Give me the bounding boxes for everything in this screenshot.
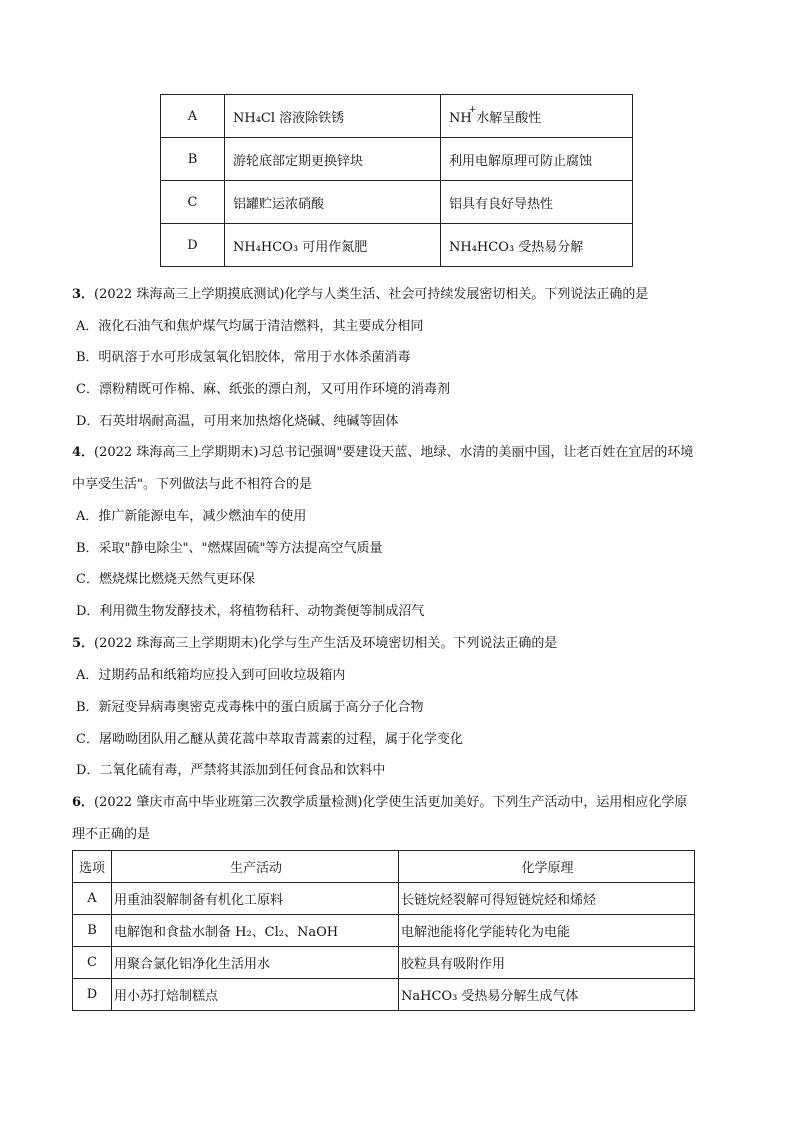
option-label: A (161, 95, 225, 138)
question-4-option-c: C．燃烧煤比燃烧天然气更环保 (76, 572, 255, 587)
question-5-stem (72, 634, 557, 654)
table-row (161, 181, 633, 224)
question-4-stem (72, 443, 693, 463)
principle-cell: 铝具有良好导热性 (441, 181, 633, 224)
question-number: 6． (72, 795, 95, 810)
activity-cell: NH₄HCO₃ 可用作氮肥 (225, 224, 441, 267)
question-4-option-a: A．推广新能源电车，减少燃油车的使用 (76, 509, 307, 524)
question-5-option-a: A．过期药品和纸箱均应投入到可回收垃圾箱内 (76, 668, 346, 683)
table-header-row (73, 851, 695, 883)
principle-cell: 胶粒具有吸附作用 (399, 947, 695, 979)
table-row (73, 915, 695, 947)
question-text: (2022 珠海高三上学期摸底测试)化学与人类生活、社会可持续发展密切相关。下列说法正确的是 (94, 287, 649, 302)
answer-table-top (160, 94, 633, 267)
option-label: B (161, 138, 225, 181)
answer-table-bottom (72, 850, 695, 1011)
principle-cell (441, 95, 633, 138)
principle-text: 水解呈酸性 (476, 110, 542, 126)
activity-cell: 用聚合氯化铝净化生活用水 (112, 947, 399, 979)
question-3-option-d: D．石英坩埚耐高温，可用来加热熔化烧碱、纯碱等固体 (76, 414, 399, 429)
principle-cell: NaHCO₃ 受热易分解生成气体 (399, 979, 695, 1011)
principle-cell: NH₄HCO₃ 受热易分解 (441, 224, 633, 267)
option-label: D (73, 979, 112, 1011)
option-label: C (73, 947, 112, 979)
table-row (161, 138, 633, 181)
option-label: C (161, 181, 225, 224)
question-number: 5． (72, 636, 95, 651)
table-row (161, 95, 633, 138)
question-number: 4． (72, 445, 95, 460)
table-row (73, 947, 695, 979)
table-row (73, 883, 695, 915)
question-6-stem (72, 793, 687, 813)
question-4-option-b: B．采取"静电除尘"、"燃煤固硫"等方法提高空气质量 (76, 541, 383, 556)
option-label: B (73, 915, 112, 947)
question-3-option-b: B．明矾溶于水可形成氢氧化铝胶体，常用于水体杀菌消毒 (76, 350, 411, 365)
question-text: (2022 肇庆市高中毕业班第三次教学质量检测)化学使生活更加美好。下列生产活动中，运用相应化学原 (94, 795, 688, 810)
option-label: A (73, 883, 112, 915)
question-5-option-c: C．屠呦呦团队用乙醚从黄花蒿中萃取青蒿素的过程，属于化学变化 (76, 732, 463, 747)
header-principle: 化学原理 (399, 851, 695, 883)
activity-cell: 铝罐贮运浓硝酸 (225, 181, 441, 224)
question-3-option-c: C．漂粉精既可作棉、麻、纸张的漂白剂，又可用作环境的消毒剂 (76, 382, 450, 397)
principle-cell: 电解池能将化学能转化为电能 (399, 915, 695, 947)
question-3-option-a: A．液化石油气和焦炉煤气均属于清洁燃料，其主要成分相同 (76, 319, 424, 334)
header-option: 选项 (73, 851, 112, 883)
option-label: D (161, 224, 225, 267)
activity-cell: 用小苏打焙制糕点 (112, 979, 399, 1011)
principle-cell: 利用电解原理可防止腐蚀 (441, 138, 633, 181)
question-text: (2022 珠海高三上学期期末)习总书记强调"要建设天蓝、地绿、水清的美丽中国，让老百姓在宜居的环境 (94, 445, 694, 460)
table-row (161, 224, 633, 267)
activity-cell: 电解饱和食盐水制备 H₂、Cl₂、NaOH (112, 915, 399, 947)
question-5-option-b: B．新冠变异病毒奥密克戎毒株中的蛋白质属于高分子化合物 (76, 700, 424, 715)
table-row (73, 979, 695, 1011)
principle-ion-charge: + (468, 104, 477, 115)
principle-ion: NH (449, 110, 472, 126)
question-4-option-d: D．利用微生物发酵技术，将植物秸秆、动物粪便等制成沼气 (76, 604, 425, 619)
principle-cell: 长链烷烃裂解可得短链烷烃和烯烃 (399, 883, 695, 915)
question-4-stem-line2: 中享受生活"。下列做法与此不相符合的是 (72, 477, 312, 492)
question-5-option-d: D．二氧化硫有毒，严禁将其添加到任何食品和饮料中 (76, 763, 386, 778)
question-number: 3． (72, 287, 95, 302)
activity-cell: 用重油裂解制备有机化工原料 (112, 883, 399, 915)
header-activity: 生产活动 (112, 851, 399, 883)
activity-cell: 游轮底部定期更换锌块 (225, 138, 441, 181)
question-6-stem-line2: 理不正确的是 (72, 827, 151, 842)
question-text: (2022 珠海高三上学期期末)化学与生产生活及环境密切相关。下列说法正确的是 (94, 636, 558, 651)
question-3-stem (72, 285, 648, 305)
activity-cell: NH₄Cl 溶液除铁锈 (225, 95, 441, 138)
